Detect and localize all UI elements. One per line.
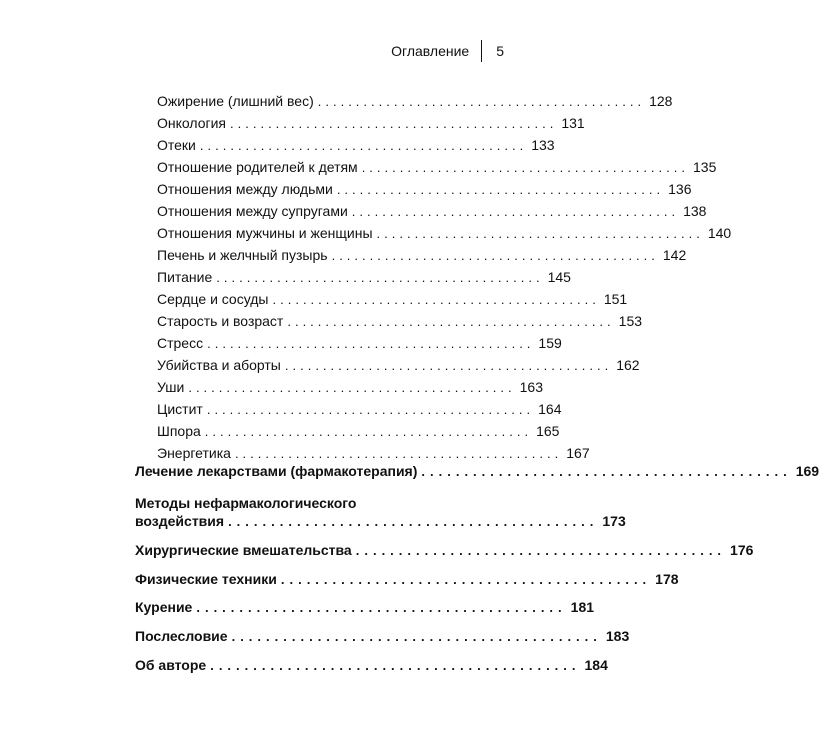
- leader-dots: ...........................................: [216, 270, 544, 285]
- toc-entry[interactable]: [157, 422, 560, 441]
- leader-dots: ...........................................: [199, 138, 528, 153]
- toc-entry-page: 159: [538, 335, 562, 351]
- leader-dots: ...........................................: [336, 182, 665, 197]
- leader-dots: ...........................................: [361, 160, 689, 175]
- toc-entry-page: 165: [536, 423, 560, 439]
- toc-entry-title: Отеки: [157, 137, 196, 153]
- toc-section[interactable]: [135, 541, 754, 560]
- running-header: [391, 40, 504, 62]
- toc-entry-page: 128: [649, 93, 673, 109]
- toc-section-page: 178: [655, 571, 679, 587]
- toc-entry-title: Отношения мужчины и женщины: [157, 225, 373, 241]
- toc-entry-page: 131: [561, 115, 585, 131]
- toc-entry[interactable]: [157, 180, 692, 199]
- leader-dots: ...........................................: [228, 514, 599, 529]
- toc-entry-page: 162: [616, 357, 640, 373]
- toc-section-title-line2: воздействия: [135, 513, 225, 529]
- toc-entry-title: Убийства и аборты: [157, 357, 281, 373]
- toc-entry-title: Онкология: [157, 115, 227, 131]
- toc-section-page: 173: [602, 513, 626, 529]
- leader-dots: ...........................................: [317, 94, 646, 109]
- toc-entry-title: Старость и возраст: [157, 313, 284, 329]
- toc-entry[interactable]: [157, 444, 590, 463]
- toc-entry-title: Отношения между супругами: [157, 203, 348, 219]
- toc-entry-title: Цистит: [157, 401, 203, 417]
- leader-dots: ...........................................: [231, 629, 602, 644]
- toc-section-title: Хирургические вмешательства: [135, 542, 352, 558]
- toc-section[interactable]: [135, 627, 630, 646]
- toc-section[interactable]: [135, 570, 679, 589]
- toc-entry[interactable]: [157, 158, 717, 177]
- toc-entry-page: 135: [693, 159, 717, 175]
- leader-dots: ...........................................: [230, 116, 558, 131]
- toc-section-title: Физические техники: [135, 571, 277, 587]
- toc-entry-page: 140: [707, 225, 732, 241]
- leader-dots: ...........................................: [355, 543, 727, 558]
- toc-entry[interactable]: [157, 290, 628, 309]
- leader-dots: ...........................................: [376, 226, 704, 241]
- toc-section-page: 183: [605, 628, 630, 644]
- toc-entry[interactable]: [157, 378, 543, 397]
- leader-dots: ...........................................: [272, 292, 600, 307]
- toc-entry-title: Энергетика: [157, 445, 231, 461]
- header-page-number: 5: [496, 43, 504, 59]
- leader-dots: ...........................................: [331, 248, 659, 263]
- toc-section-title: Лечение лекарствами (фармакотерапия): [135, 463, 418, 479]
- toc-section[interactable]: [135, 598, 595, 617]
- leader-dots: ...........................................: [284, 358, 613, 373]
- toc-entry-page: 145: [547, 269, 571, 285]
- toc-entry[interactable]: [157, 92, 673, 111]
- toc-entry-page: 133: [531, 137, 555, 153]
- toc-entry-title: Питание: [157, 269, 213, 285]
- toc-entry[interactable]: [157, 246, 687, 265]
- toc-entry[interactable]: [157, 312, 643, 331]
- toc-section-page: 181: [570, 599, 595, 615]
- toc-section: [135, 512, 626, 531]
- header-divider: [481, 40, 482, 62]
- toc-entry-title: Стресс: [157, 335, 204, 351]
- toc-entry[interactable]: [157, 268, 571, 287]
- toc-entry-title: Уши: [157, 379, 185, 395]
- leader-dots: ...........................................: [287, 314, 615, 329]
- leader-dots: ...........................................: [234, 446, 563, 461]
- toc-entry-title: Отношение родителей к детям: [157, 159, 358, 175]
- toc-entry-title: Отношения между людьми: [157, 181, 333, 197]
- toc-entry[interactable]: [157, 202, 707, 221]
- toc-entry-page: 151: [603, 291, 628, 307]
- header-section-title: Оглавление: [391, 43, 470, 59]
- toc-entry-title: Шпора: [157, 423, 201, 439]
- toc-entry[interactable]: [157, 114, 585, 133]
- leader-dots: ...........................................: [204, 424, 533, 439]
- toc-section-title: Послесловие: [135, 628, 228, 644]
- leader-dots: ...........................................: [188, 380, 516, 395]
- toc-entry-page: 167: [566, 445, 590, 461]
- toc-entry-page: 153: [618, 313, 643, 329]
- leader-dots: ...........................................: [421, 464, 792, 479]
- toc-section-page: 176: [730, 542, 754, 558]
- toc-entry[interactable]: [157, 334, 562, 353]
- leader-dots: ...........................................: [196, 600, 567, 615]
- toc-entry-page: 136: [668, 181, 692, 197]
- toc-section[interactable]: [135, 656, 608, 675]
- toc-section-title: Курение: [135, 599, 193, 615]
- leader-dots: ...........................................: [207, 336, 535, 351]
- toc-entry-title: Ожирение (лишний вес): [157, 93, 314, 109]
- toc-section-title: Об авторе: [135, 657, 207, 673]
- leader-dots: ...........................................: [210, 658, 581, 673]
- leader-dots: ...........................................: [206, 402, 535, 417]
- leader-dots: ...........................................: [280, 572, 652, 587]
- toc-section[interactable]: [135, 462, 819, 481]
- toc-entry-page: 164: [538, 401, 562, 417]
- toc-entry-title: Печень и желчный пузырь: [157, 247, 328, 263]
- leader-dots: ...........................................: [351, 204, 680, 219]
- toc-entry[interactable]: [157, 400, 562, 419]
- toc-entry-title: Сердце и сосуды: [157, 291, 269, 307]
- toc-entry-page: 163: [519, 379, 543, 395]
- toc-entry[interactable]: [157, 136, 555, 155]
- toc-section-title-line1: Методы нефармакологического: [135, 495, 357, 511]
- toc-entry-page: 142: [662, 247, 687, 263]
- toc-section-page: 169: [795, 463, 819, 479]
- toc-entry[interactable]: [157, 224, 732, 243]
- toc-section-page: 184: [584, 657, 608, 673]
- toc-entry[interactable]: [157, 356, 640, 375]
- toc-entry-page: 138: [683, 203, 707, 219]
